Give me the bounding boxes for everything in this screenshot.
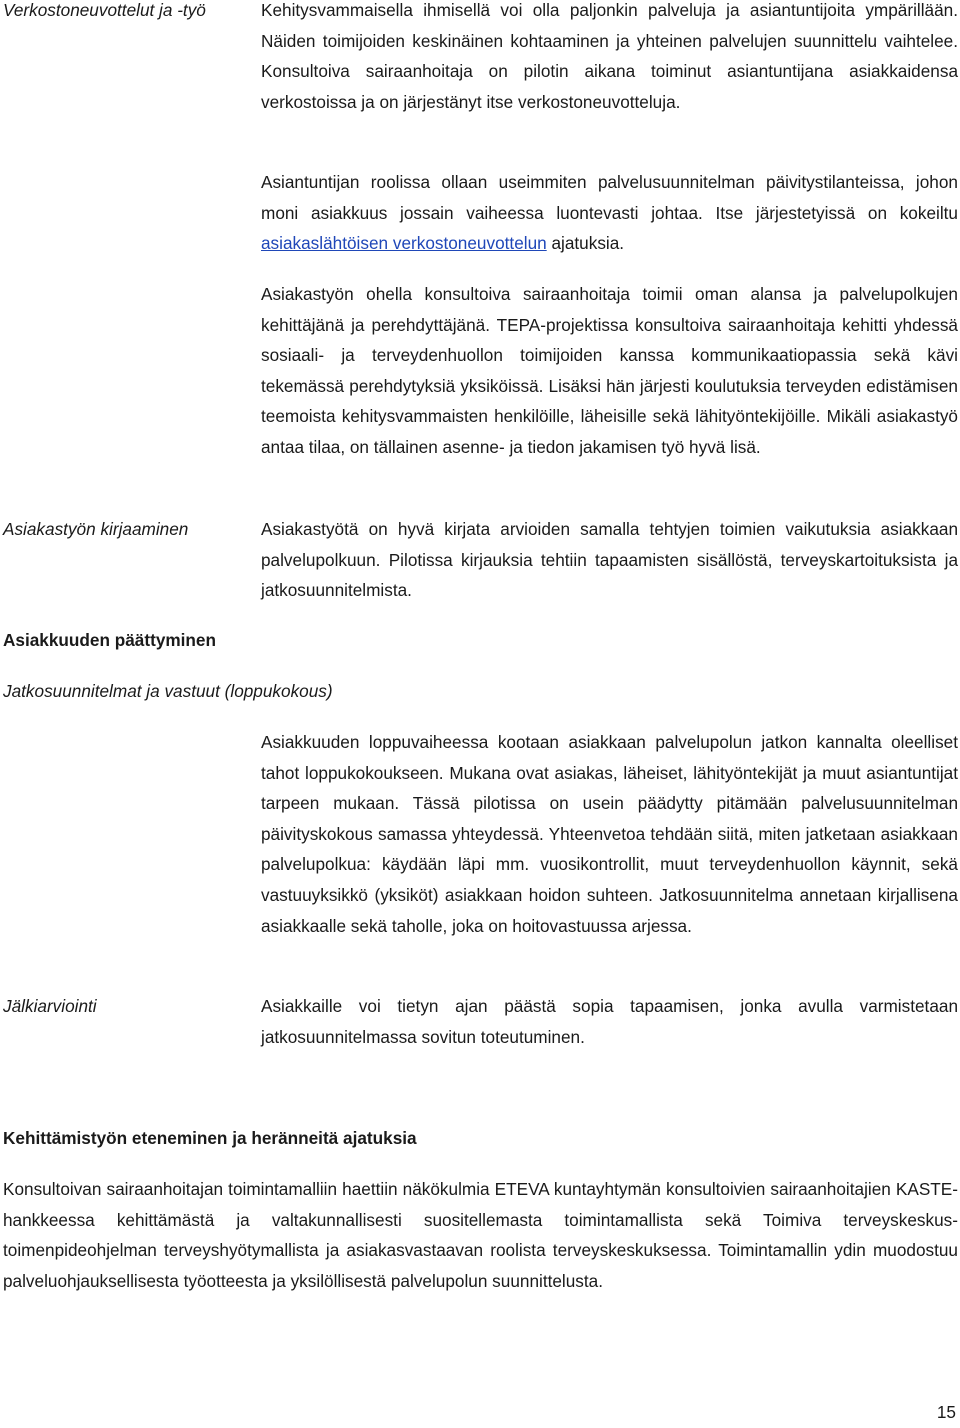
verkostoneuvottelu-link[interactable]: asiakaslähtöisen verkostoneuvottelun [261,233,547,254]
paragraph-asiakastyon-ohella: Asiakastyön ohella konsultoiva sairaanhoitaja toimii oman alansa ja palvelupolkujen kehittäjänä ja perehdyttäjänä. TEPA-projektissa konsultoiva sairaanhoitaja kehitti yhdessä sosiaali- ja terveydenhuollon toimijoiden kanssa kommunikaatiopassia sekä kävi tekemässä perehdytyksiä yksiköissä. Lisäksi hän järjesti koulutuksia terveyden edistämisen teemoista kehitysvammaisten henkilöille, läheisille sekä lähityöntekijöille. Mikäli asiakastyö antaa tilaa, on tällainen asenne- ja tiedon jakamisen työ hyvä lisä. [261,284,958,457]
label-asiakastyon-kirjaaminen: Asiakastyön kirjaaminen [3,519,189,539]
page-number: 15 [936,1402,956,1422]
paragraph-jalkiarviointi: Asiakkaille voi tietyn ajan päästä sopia tapaamisen, jonka avulla varmistetaan jatkosuunnitelmassa sovitun toteutuminen. [261,996,958,1047]
label-jatkosuunnitelmat: Jatkosuunnitelmat ja vastuut (loppukokous) [3,681,333,701]
label-asiakkuuden-paattyminen: Asiakkuuden päättyminen [3,630,216,650]
label-jalkiarviointi: Jälkiarviointi [3,996,97,1016]
label-verkostoneuvottelut: Verkostoneuvottelut ja -työ [3,0,206,20]
paragraph-verkostot: Kehitysvammaisella ihmisellä voi olla paljonkin palveluja ja asiantuntijoita ympärillään. Näiden toimijoiden keskinäinen kohtaaminen ja yhteinen palvelujen suunnittelu vaihtelee. Konsultoiva sairaanhoitaja on pilotin aikana toiminut asiantuntijana asiakkaidensa verkostoissa ja on järjestänyt itse verkostoneuvotteluja. [261,0,958,112]
paragraph-loppuvaihe: Asiakkuuden loppuvaiheessa kootaan asiakkaan palvelupolun jatkon kannalta oleelliset tahot loppukokoukseen. Mukana ovat asiakas, läheiset, lähityöntekijät ja muut asiantuntijat tarpeen mukaan. Tässä pilotissa on usein päädytty pitämään palvelusuunnitelman päivityskokous samassa yhteydessä. Yhteenvetoa tehdään siitä, miten jatketaan asiakkaan palvelupolkua: käydään läpi mm. vuosikontrollit, muut terveydenhuollon käynnit, sekä vastuuyksikkö (yksiköt) asiakkaan hoidon suhteen. Jatkosuunnitelma annetaan kirjallisena asiakkaalle sekä taholle, joka on hoitovastuussa arjessa. [261,732,958,936]
paragraph-text-a: Asiantuntijan roolissa ollaan useimmiten palvelusuunnitelman päivitystilanteissa, johon moni asiakkuus jossain vaiheessa luontevasti johtaa. Itse järjestetyissä on kokeiltu [261,172,958,223]
paragraph-asiantuntijan-rooli [261,167,958,259]
section-heading: Kehittämistyön eteneminen ja heränneitä ajatuksia [3,1128,417,1148]
paragraph-text-b: ajatuksia. [546,233,625,254]
section-body: Konsultoivan sairaanhoitajan toimintamalliin haettiin näkökulmia ETEVA kuntayhtymän konsultoivien sairaanhoitajien KASTE-hankkeessa kehittämästä ja valtakunnallisesti suositellemasta toimintamallista sekä Toimiva terveyskeskus- toimenpideohjelman terveyshyötymallista ja asiakasvastaavan roolista terveyskeskuksessa. Toimintamallin ydin muodostuu palveluohjauksellisesta työotteesta ja yksilöllisestä palvelupolun suunnittelusta. [3,1179,958,1291]
paragraph-kirjaaminen: Asiakastyötä on hyvä kirjata arvioiden samalla tehtyjen toimien vaikutuksia asiakkaan palvelupolkuun. Pilotissa kirjauksia tehtiin tapaamisten sisällöstä, terveyskartoituksista ja jatkosuunnitelmista. [261,519,958,601]
